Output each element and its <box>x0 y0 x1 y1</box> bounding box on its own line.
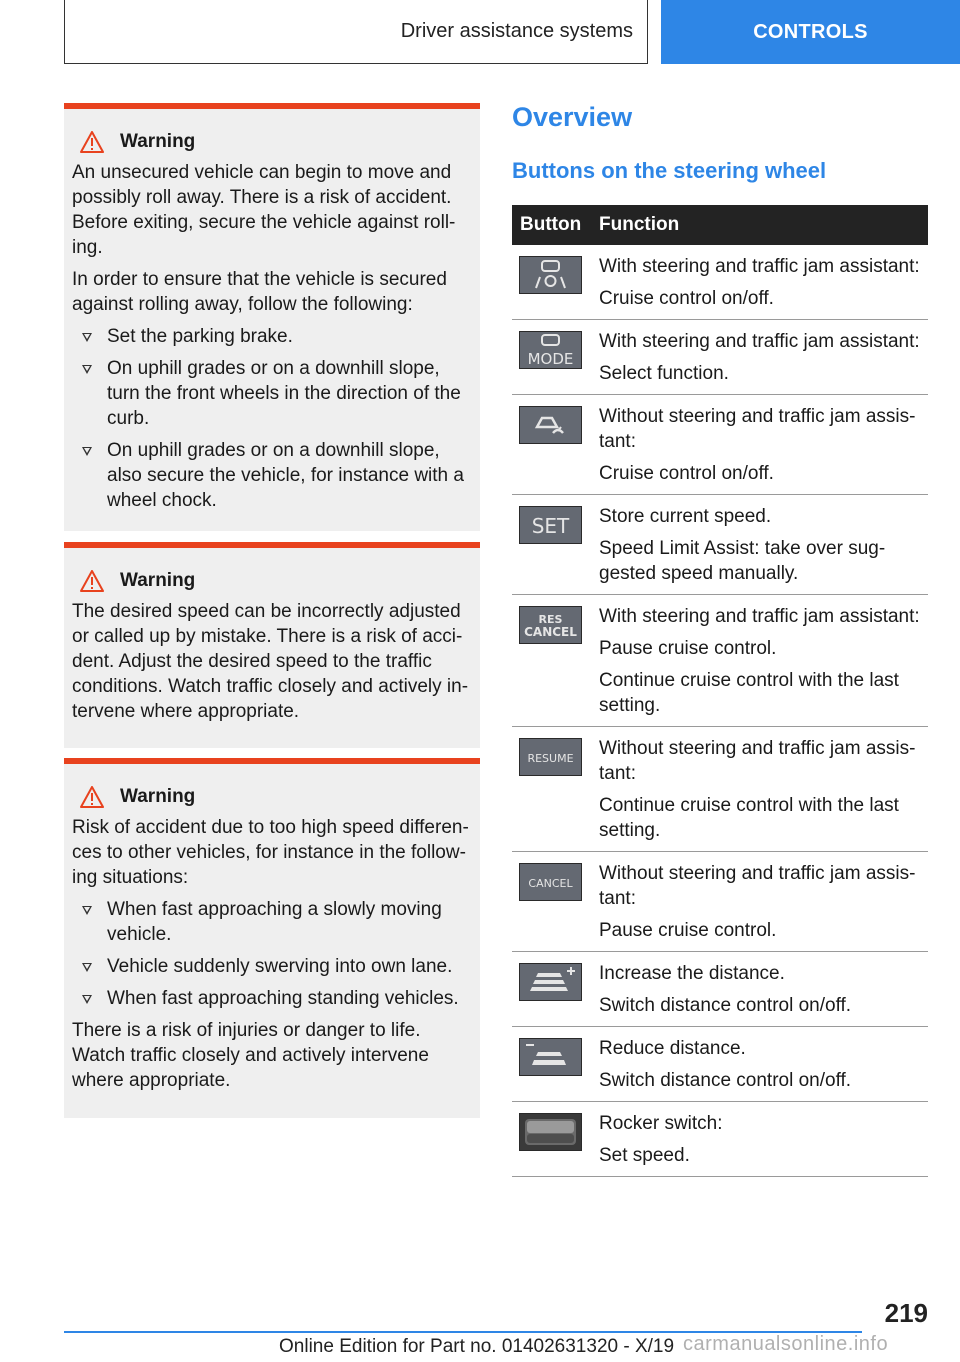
table-row <box>512 495 928 595</box>
function-text: Speed Limit Assist: take over suggested speed manually. <box>599 538 886 584</box>
buttons-subheading: Buttons on the steering wheel <box>512 158 827 183</box>
list-item <box>72 438 472 513</box>
section-title: Driver assistance systems <box>400 20 633 42</box>
function-cell <box>592 736 928 843</box>
function-text: Continue cruise control with the last setting. <box>599 795 899 841</box>
table-row <box>512 727 928 852</box>
distance-increase-icon <box>519 963 582 1001</box>
function-text: Without steering and traffic jam assistant: <box>599 406 916 452</box>
function-text: Pause cruise control. <box>599 920 777 941</box>
list-item <box>72 356 472 431</box>
table-row <box>512 320 928 395</box>
function-cell <box>592 504 928 586</box>
function-text: Rocker switch: <box>599 1113 723 1134</box>
function-text: Without steering and traffic jam assistant: <box>599 738 916 784</box>
function-text: Without steering and traffic jam assistant: <box>599 863 916 909</box>
table-row <box>512 952 928 1027</box>
svg-text:MODE: MODE <box>527 350 574 368</box>
list-item <box>72 954 472 979</box>
bullet-triangle-icon <box>82 365 92 374</box>
list-item-text: Set the parking brake. <box>107 326 293 347</box>
function-cell <box>592 1036 928 1093</box>
function-cell <box>592 604 928 718</box>
table-row <box>512 852 928 952</box>
function-text: Reduce distance. <box>599 1038 746 1059</box>
warning-triangle-icon <box>80 131 104 153</box>
cruise-control-icon <box>519 406 582 444</box>
list-item-text: On uphill grades or on a downhill slope, turn the front wheels in the direction of the curb. <box>107 358 461 429</box>
warning-list <box>72 897 472 1011</box>
button-cell <box>512 404 592 486</box>
function-text: Set speed. <box>599 1145 690 1166</box>
warning-text: An unsecured vehicle can begin to move and possibly roll away. There is a risk of accident. Before exiting, secure the vehicle against rolling. <box>72 162 456 258</box>
svg-text:SET: SET <box>531 514 570 538</box>
table-body <box>512 245 928 1177</box>
function-text: Select function. <box>599 363 729 384</box>
function-text: With steering and traffic jam assistant: <box>599 606 920 627</box>
res-cancel-button-icon <box>519 606 582 644</box>
warning-text: Risk of accident due to too high speed differences to other vehicles, for instance in the following situations: <box>72 817 469 888</box>
function-text: Cruise control on/off. <box>599 288 774 309</box>
overview-heading: Overview <box>512 102 633 132</box>
warning-box <box>64 103 480 531</box>
function-cell <box>592 861 928 943</box>
list-item-text: Vehicle suddenly swerving into own lane. <box>107 956 453 977</box>
table-header <box>512 205 928 245</box>
warning-title: Warning <box>120 570 196 591</box>
bullet-triangle-icon <box>82 333 92 342</box>
chapter-title: CONTROLS <box>753 20 868 43</box>
header-section <box>64 0 648 64</box>
list-item-text: On uphill grades or on a downhill slope, also secure the vehicle, for instance with a wheel chock. <box>107 440 464 511</box>
function-cell <box>592 254 928 311</box>
button-cell <box>512 254 592 311</box>
cancel-button-icon <box>519 863 582 901</box>
set-button-icon <box>519 506 582 544</box>
table-row <box>512 245 928 320</box>
button-cell <box>512 736 592 843</box>
warning-list <box>72 324 472 513</box>
svg-text:CANCEL: CANCEL <box>524 625 577 639</box>
warning-box <box>64 542 480 748</box>
function-cell <box>592 404 928 486</box>
warning-text: There is a risk of injuries or danger to life. Watch traffic closely and actively intervene where appropriate. <box>72 1020 429 1091</box>
function-text: With steering and traffic jam assistant: <box>599 256 920 277</box>
header-function: Function <box>599 214 680 235</box>
svg-text:RES: RES <box>538 613 563 626</box>
function-cell <box>592 1111 928 1168</box>
button-cell <box>512 504 592 586</box>
button-cell <box>512 1111 592 1168</box>
mode-button-icon <box>519 331 582 369</box>
header-chapter <box>661 0 960 64</box>
warning-triangle-icon <box>80 570 104 592</box>
function-text: Cruise control on/off. <box>599 463 774 484</box>
table-row <box>512 395 928 495</box>
bullet-triangle-icon <box>82 995 92 1004</box>
function-text: Switch distance control on/off. <box>599 1070 852 1091</box>
warning-triangle-icon <box>80 786 104 808</box>
function-text: Continue cruise control with the last setting. <box>599 670 899 716</box>
function-text: Store current speed. <box>599 506 772 527</box>
list-item <box>72 324 472 349</box>
button-cell <box>512 329 592 386</box>
function-text: Switch distance control on/off. <box>599 995 852 1016</box>
watermark: carmanualsonline.info <box>683 1333 889 1355</box>
function-cell <box>592 329 928 386</box>
distance-reduce-icon <box>519 1038 582 1076</box>
header-button: Button <box>520 214 582 235</box>
table-row <box>512 1027 928 1102</box>
table-row <box>512 1102 928 1177</box>
function-text: With steering and traffic jam assistant: <box>599 331 920 352</box>
function-text: Increase the distance. <box>599 963 785 984</box>
svg-text:RESUME: RESUME <box>527 752 574 765</box>
warning-heading <box>72 568 472 593</box>
bullet-triangle-icon <box>82 447 92 456</box>
warning-heading <box>72 129 472 154</box>
list-item-text: When fast approaching a slowly moving vehicle. <box>107 899 442 945</box>
function-text: Pause cruise control. <box>599 638 777 659</box>
table-row <box>512 595 928 727</box>
button-cell <box>512 961 592 1018</box>
warning-text: In order to ensure that the vehicle is secured against rolling away, follow the following: <box>72 269 447 315</box>
resume-button-icon <box>519 738 582 776</box>
page-number: 219 <box>884 1298 928 1328</box>
list-item <box>72 986 472 1011</box>
function-cell <box>592 961 928 1018</box>
warning-box <box>64 758 480 1118</box>
rocker-switch-icon <box>519 1113 582 1151</box>
button-cell <box>512 1036 592 1093</box>
cruise-assist-icon <box>519 256 582 294</box>
bullet-triangle-icon <box>82 906 92 915</box>
svg-text:CANCEL: CANCEL <box>528 877 573 890</box>
bullet-triangle-icon <box>82 963 92 972</box>
buttons-table <box>512 205 928 1177</box>
list-item-text: When fast approaching standing vehicles. <box>107 988 459 1009</box>
button-cell <box>512 604 592 718</box>
button-cell <box>512 861 592 943</box>
warning-heading <box>72 784 472 809</box>
list-item <box>72 897 472 947</box>
warning-text: The desired speed can be incorrectly adjusted or called up by mistake. There is a risk of accident. Adjust the desired speed to the traffic conditions. Watch traffic closely and actively intervene where appropriate. <box>72 601 469 722</box>
warning-title: Warning <box>120 786 196 807</box>
edition-text: Online Edition for Part no. 01402631320 - X/19 <box>279 1336 675 1357</box>
warning-title: Warning <box>120 131 196 152</box>
